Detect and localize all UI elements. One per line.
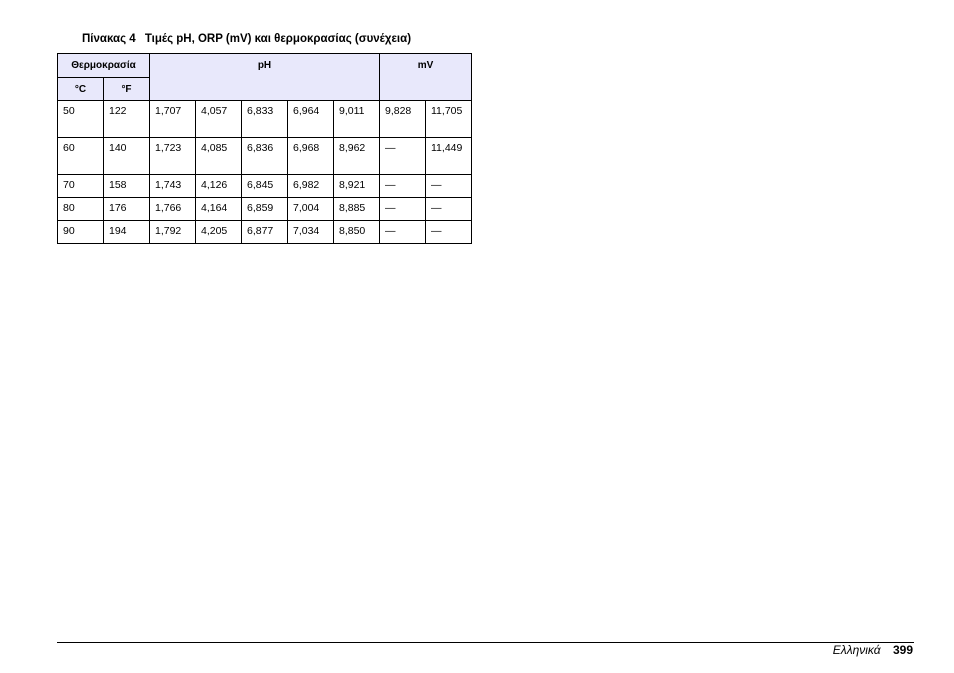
table-number: Πίνακας 4 xyxy=(82,33,136,45)
cell-mv-2: — xyxy=(426,198,472,221)
cell-ph-3: 6,845 xyxy=(242,175,288,198)
cell-celsius: 90 xyxy=(58,221,104,244)
cell-ph-3: 6,833 xyxy=(242,101,288,138)
cell-ph-1: 1,766 xyxy=(150,198,196,221)
cell-fahrenheit: 140 xyxy=(104,138,150,175)
header-fahrenheit: °F xyxy=(104,78,150,101)
table-row xyxy=(58,175,472,198)
cell-fahrenheit: 194 xyxy=(104,221,150,244)
cell-ph-5: 8,850 xyxy=(334,221,380,244)
cell-fahrenheit: 122 xyxy=(104,101,150,138)
table-row xyxy=(58,101,472,138)
cell-ph-1: 1,792 xyxy=(150,221,196,244)
cell-celsius: 70 xyxy=(58,175,104,198)
cell-mv-2: 11,705 xyxy=(426,101,472,138)
cell-ph-5: 8,885 xyxy=(334,198,380,221)
cell-mv-1: — xyxy=(380,175,426,198)
table-row xyxy=(58,138,472,175)
cell-ph-2: 4,205 xyxy=(196,221,242,244)
table-caption xyxy=(82,33,411,45)
cell-ph-3: 6,877 xyxy=(242,221,288,244)
cell-mv-1: — xyxy=(380,221,426,244)
cell-ph-4: 7,034 xyxy=(288,221,334,244)
cell-mv-2: — xyxy=(426,175,472,198)
cell-ph-4: 6,982 xyxy=(288,175,334,198)
cell-ph-1: 1,743 xyxy=(150,175,196,198)
header-temperature: Θερμοκρασία xyxy=(58,54,150,78)
table-row xyxy=(58,198,472,221)
cell-celsius: 80 xyxy=(58,198,104,221)
cell-fahrenheit: 158 xyxy=(104,175,150,198)
header-ph: pH xyxy=(150,54,380,101)
ph-orp-temperature-table xyxy=(57,53,472,244)
cell-ph-5: 8,962 xyxy=(334,138,380,175)
footer-divider xyxy=(57,642,914,643)
table-row xyxy=(58,221,472,244)
cell-celsius: 50 xyxy=(58,101,104,138)
page-number: 399 xyxy=(892,643,913,657)
cell-ph-4: 7,004 xyxy=(288,198,334,221)
page-footer xyxy=(833,643,913,657)
cell-ph-1: 1,723 xyxy=(150,138,196,175)
cell-ph-2: 4,164 xyxy=(196,198,242,221)
cell-mv-1: — xyxy=(380,198,426,221)
cell-ph-2: 4,085 xyxy=(196,138,242,175)
cell-ph-1: 1,707 xyxy=(150,101,196,138)
table-title: Τιμές pH, ORP (mV) και θερμοκρασίας (συνέχεια) xyxy=(144,33,412,45)
cell-ph-2: 4,126 xyxy=(196,175,242,198)
cell-mv-1: — xyxy=(380,138,426,175)
footer-language: Ελληνικά xyxy=(832,643,881,657)
cell-mv-1: 9,828 xyxy=(380,101,426,138)
cell-ph-5: 8,921 xyxy=(334,175,380,198)
cell-fahrenheit: 176 xyxy=(104,198,150,221)
cell-mv-2: — xyxy=(426,221,472,244)
cell-ph-4: 6,968 xyxy=(288,138,334,175)
cell-ph-5: 9,011 xyxy=(334,101,380,138)
cell-ph-3: 6,836 xyxy=(242,138,288,175)
cell-ph-2: 4,057 xyxy=(196,101,242,138)
cell-ph-4: 6,964 xyxy=(288,101,334,138)
cell-celsius: 60 xyxy=(58,138,104,175)
header-mv: mV xyxy=(380,54,472,101)
cell-mv-2: 11,449 xyxy=(426,138,472,175)
header-celsius: °C xyxy=(58,78,104,101)
cell-ph-3: 6,859 xyxy=(242,198,288,221)
